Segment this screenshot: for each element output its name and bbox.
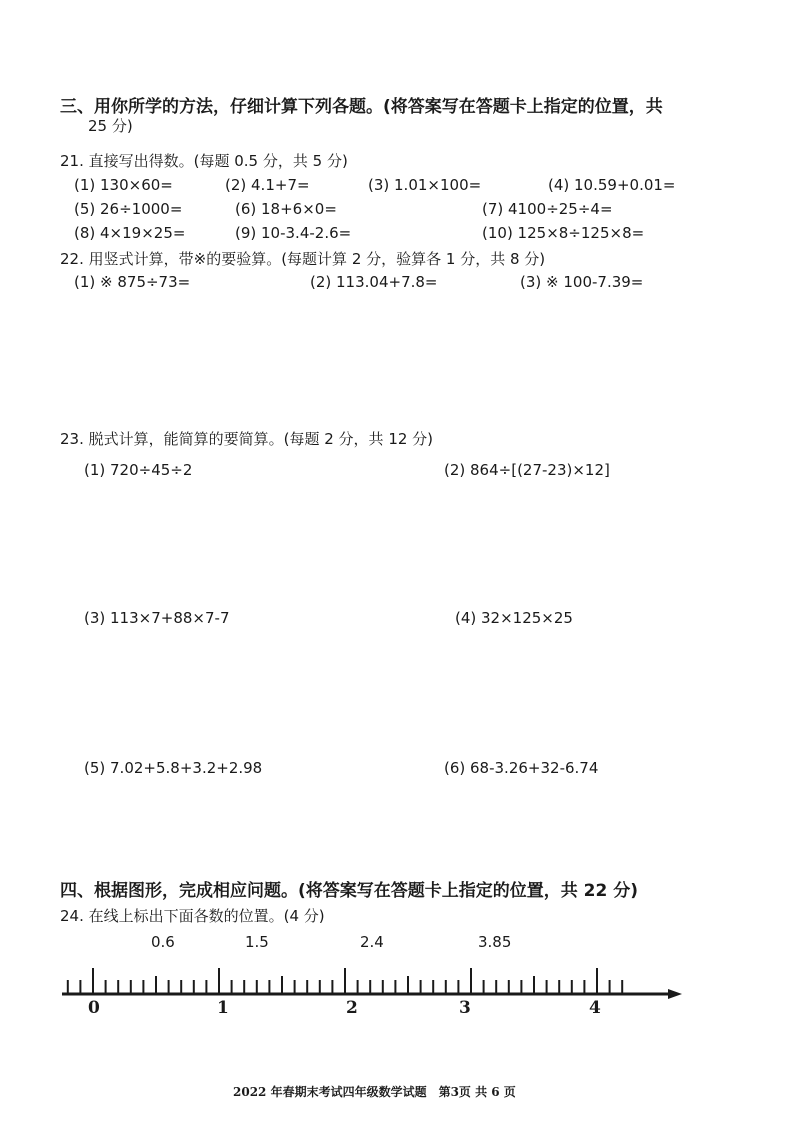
axis-label: 3 xyxy=(459,998,471,1018)
q22-item: (1) ※ 875÷73= xyxy=(74,273,191,291)
section-3-title: 三、用你所学的方法，仔细计算下列各题。(将答案写在答题卡上指定的位置，共 xyxy=(60,97,663,117)
q21-item: (1) 130×60= xyxy=(74,176,173,194)
axis-label: 2 xyxy=(346,998,358,1018)
q23-item: (4) 32×125×25 xyxy=(455,609,573,627)
axis-label: 0 xyxy=(88,998,100,1018)
q21-item: (4) 10.59+0.01= xyxy=(548,176,676,194)
q23-item: (5) 7.02+5.8+3.2+2.98 xyxy=(84,759,263,777)
q23-item: (6) 68-3.26+32-6.74 xyxy=(444,759,599,777)
q21-item: (10) 125×8÷125×8= xyxy=(482,224,645,242)
axis-label: 1 xyxy=(217,998,229,1018)
q21-item: (8) 4×19×25= xyxy=(74,224,186,242)
q24-value: 0.6 xyxy=(151,933,175,951)
q21-item: (7) 4100÷25÷4= xyxy=(482,200,613,218)
q22-title: 22. 用竖式计算，带※的要验算。(每题计算 2 分，验算各 1 分，共 8 分) xyxy=(60,250,546,268)
axis-label: 4 xyxy=(589,998,601,1018)
number-line-ticks xyxy=(68,968,622,994)
q23-item: (1) 720÷45÷2 xyxy=(84,461,193,479)
section-4-title: 四、根据图形，完成相应问题。(将答案写在答题卡上指定的位置，共 22 分) xyxy=(60,881,639,901)
q23-item: (3) 113×7+88×7-7 xyxy=(84,609,230,627)
q23-item: (2) 864÷[(27-23)×12] xyxy=(444,461,610,479)
q24-value: 2.4 xyxy=(360,933,384,951)
q21-title: 21. 直接写出得数。(每题 0.5 分，共 5 分) xyxy=(60,152,348,170)
q24-value: 1.5 xyxy=(245,933,269,951)
q21-item: (6) 18+6×0= xyxy=(235,200,337,218)
q21-item: (5) 26÷1000= xyxy=(74,200,183,218)
q21-item: (3) 1.01×100= xyxy=(368,176,482,194)
page-footer: 2022 年春期末考试四年级数学试题 第3页 共 6 页 xyxy=(233,1085,516,1099)
section-3-title-cont: 25 分) xyxy=(88,117,133,135)
q21-item: (2) 4.1+7= xyxy=(225,176,310,194)
q22-item: (3) ※ 100-7.39= xyxy=(520,273,644,291)
number-line xyxy=(0,955,794,1025)
q22-item: (2) 113.04+7.8= xyxy=(310,273,438,291)
q24-title: 24. 在线上标出下面各数的位置。(4 分) xyxy=(60,907,325,925)
arrow-head-icon xyxy=(668,989,682,999)
q21-item: (9) 10-3.4-2.6= xyxy=(235,224,352,242)
q23-title: 23. 脱式计算，能简算的要简算。(每题 2 分，共 12 分) xyxy=(60,430,434,448)
q24-value: 3.85 xyxy=(478,933,512,951)
